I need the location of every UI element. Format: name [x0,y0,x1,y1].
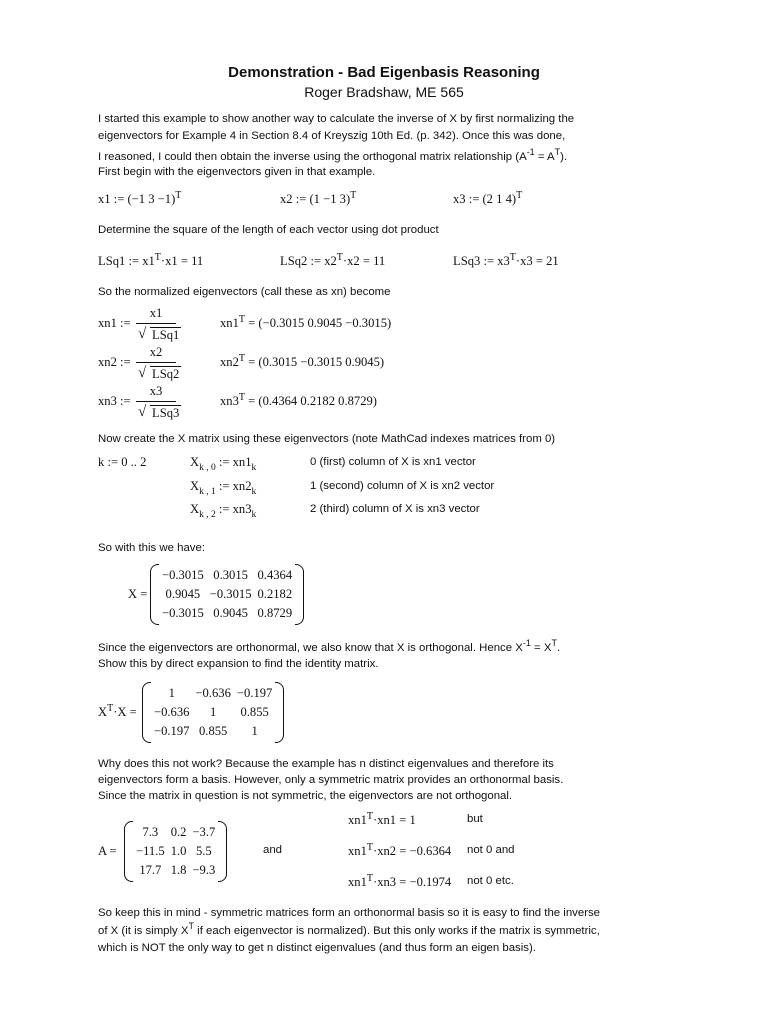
vector-x3: x3 := (2 1 4)$^T$ [453,190,523,206]
matrix-cell: −0.636 [154,705,190,719]
x-matrix-label: X = [128,587,148,601]
matrix-row [133,842,218,861]
matrix-cell: 1.8 [170,863,187,877]
check-xn1-xn2: $xn1^T\cdot xn2 = -0.6364$ [348,842,452,858]
check-note: not 0 and [467,844,515,856]
check-note: but [467,813,483,825]
matrix-cell: −0.3015 [162,606,204,620]
matrix-cell: 0.855 [240,705,269,719]
xn1-result: $xn1^T = (-0.3015$ 0.9045 −0.3015) [220,314,392,330]
matrix-cell: 0.2 [170,825,187,839]
intro-line: I reasoned, I could then obtain the inverse using the orthogonal matrix relationship $(A^{-1} = A^T)$. [98,147,568,163]
document-page: Demonstration - Bad Eigenbasis Reasoning Roger Bradshaw, ME 565 I started this example to show another way to calculate the inverse of X by first normalizing the eigenvectors for Example 4 in Section 8.4 of Kreyszig 10th Ed. (p. 342). Once this was done, I reasoned, I could then obtain the inverse using the orthogonal matrix relationship $(A^{-1} = A^T)$. First begin with the eigenvectors given in that example. x1 := (−1 3 −1)$^T$ x2 := (1 −1 3)$^T$ x3 := (2 1 4)$^T$ Determine the square of the length of each vector using dot product LSq1 := $x1^T\cdot x1 = 11$ LSq2 := $x2^T\cdot x2 = 11$ LSq3 := $x3^T\cdot x3 = 21$ So the normalized eigenvectors (call these as xn) become xn1 := x1 √ LSq1 $xn1^T = (-0.3015$ 0.9045 −0.3015) xn2 := x2 √ LSq2 $xn2^T = (0.3015 -0.3015$ 0.9045) xn3 := x3 √ LSq3 $xn3^T = (0.4364$ 0.2182 0.8729) Now create the X matrix using these eigenvectors (note MathCad indexes matrices from 0) k := 0 .. 2 $X_{k , 0}$ := $xn1_k$ 0 (first) column of X is xn1 vector $X_{k , 1}$ := $xn2_k$ 1 (second) column of X is xn2 vector $X_{k , 2}$ := $xn3_k$ 2 (third) column of X is xn3 vector So with this we have: X = −0.3015 0.3015 0.4364 0.9045 −0.3015 0.2182 −0.3015 0.9045 0.8729 Since the eigenvectors are orthonormal, we also know that X is orthogonal. Hence $X^{-1} = X^T$. Show this by direct expansion to find the identity matrix. $X^T\cdot X$ = 1 −0.636 −0.197 −0.636 1 0.855 −0.197 0.855 1 Why does this not work? Because the example has n distinct eigenvalues and therefore its eigenvectors form a basis. However, only a symmetric matrix provides an orthonormal basis. Since the matrix in question is not symmetric, the eigenvectors are not orthogonal. A = 7.3 0.2 −3.7 −11.5 1.0 5.5 17.7 1.8 −9.3 and $xn1^T\cdot xn1 = 1$ but $xn1^T\cdot xn2 = -0.6364$ not 0 and $xn1^T\cdot xn3 = -0.1974$ not 0 etc. So keep this in mind - symmetric matrices form an orthonormal basis so it is easy to find the inverse of X (it is simply $X^T$ if each eigenvector is normalized). But this only works if the matrix is symmetric, which is NOT the only way to get n distinct eigenvalues (and thus form an eigen basis). [0,0,768,1024]
check-xn1-xn3: $xn1^T\cdot xn3 = -0.1974$ [348,873,452,889]
assign-note: 0 (first) column of X is xn1 vector [310,456,476,468]
matrix-row [159,604,295,623]
x-matrix [150,564,304,625]
matrix-cell: 1 [168,686,175,700]
matrix-cell: 0.3015 [213,568,248,582]
matrix-cell: 7.3 [142,825,159,839]
xtx-matrix [142,682,284,743]
xmatrix-intro: Now create the X matrix using these eigenvectors (note MathCad indexes matrices from 0) [98,433,556,445]
matrix-cell: −0.197 [236,686,273,700]
matrix-cell: 0.8729 [257,606,293,620]
matrix-cell: 1.0 [170,844,187,858]
conclusion-line: which is NOT the only way to get n distinct eigenvalues (and thus form an eigen basis). [98,942,536,954]
matrix-cell: −11.5 [136,844,165,858]
length-lsq2: LSq2 := $x2^T\cdot x2 = 11$ [280,252,386,268]
matrix-row [159,585,295,604]
check-xn1-xn1: $xn1^T\cdot xn1 = 1$ [348,811,416,827]
matrix-cell: −0.636 [195,686,231,700]
matrix-cell: 5.5 [195,844,212,858]
assign-col1: $X_{k , 1}$ := $xn2_k$ [190,479,257,497]
conclusion-line: of X (it is simply $X^T$ if each eigenvector is normalized). But this only works if the matrix is symmetric, [98,921,600,937]
why-line: Since the matrix in question is not symmetric, the eigenvectors are not orthogonal. [98,790,513,802]
a-matrix-label: A = [98,844,117,858]
matrix-row [151,722,275,741]
assign-col0: $X_{k , 0}$ := $xn1_k$ [190,455,257,473]
matrix-cell: −3.7 [192,825,216,839]
dot-product-intro: Determine the square of the length of each vector using dot product [98,224,439,236]
intro-line: First begin with the eigenvectors given in that example. [98,166,376,178]
matrix-cell: 1 [210,705,217,719]
why-line: Why does this not work? Because the example has n distinct eigenvalues and therefore its [98,758,554,770]
length-lsq1: LSq1 := $x1^T\cdot x1 = 11$ [98,252,204,268]
matrix-cell: 1 [251,724,258,738]
matrix-row [151,703,275,722]
matrix-cell: 17.7 [139,863,162,877]
intro-line: I started this example to show another way to calculate the inverse of X by first normalizing the [98,113,575,125]
matrix-cell: 0.855 [199,724,228,738]
matrix-cell: 0.2182 [257,587,293,601]
xn2-result: $xn2^T = (0.3015 -0.3015$ 0.9045) [220,353,385,369]
conclusion-line: So keep this in mind - symmetric matrices form an orthonormal basis so it is easy to find the inverse [98,907,601,919]
matrix-cell: 0.9045 [213,606,248,620]
matrix-row [159,566,295,585]
assign-note: 2 (third) column of X is xn3 vector [310,503,480,515]
xn3-result: $xn3^T = (0.4364$ 0.2182 0.8729) [220,392,377,408]
assign-col2: $X_{k , 2}$ := $xn3_k$ [190,502,257,520]
intro-line: eigenvectors for Example 4 in Section 8.4 of Kreyszig 10th Ed. (p. 342). Once this was done, [98,130,566,142]
matrix-cell: 0.4364 [257,568,293,582]
matrix-row [151,684,275,703]
matrix-cell: −0.3015 [162,568,204,582]
why-line: eigenvectors form a basis. However, only a symmetric matrix provides an orthonormal basis. [98,774,564,786]
ortho-line: Show this by direct expansion to find the identity matrix. [98,658,379,670]
document-title: Demonstration - Bad Eigenbasis Reasoning [228,64,540,81]
matrix-cell: −0.197 [154,724,190,738]
so-with-text: So with this we have: [98,542,205,554]
assign-note: 1 (second) column of X is xn2 vector [310,480,495,492]
a-matrix [124,821,227,882]
document-author: Roger Bradshaw, ME 565 [304,84,464,100]
xn1-lhs: xn1 := [98,316,131,330]
vector-x1: x1 := (−1 3 −1)$^T$ [98,190,182,206]
and-word: and [263,844,283,856]
matrix-row [133,861,218,880]
vector-x2: x2 := (1 −1 3)$^T$ [280,190,357,206]
matrix-cell: 0.9045 [165,587,201,601]
xtx-label: $X^T\cdot X$ = [98,703,137,719]
matrix-row [133,823,218,842]
normalized-intro: So the normalized eigenvectors (call these as xn) become [98,286,391,298]
length-lsq3: LSq3 := $x3^T\cdot x3 = 21$ [453,252,559,268]
matrix-cell: −9.3 [192,863,216,877]
check-note: not 0 etc. [467,875,514,887]
matrix-cell: −0.3015 [209,587,252,601]
ortho-line: Since the eigenvectors are orthonormal, we also know that X is orthogonal. Hence $X^{-1} = X^T$. [98,638,561,654]
xn3-lhs: xn3 := [98,394,131,408]
range-k: k := 0 .. 2 [98,455,147,469]
xn2-lhs: xn2 := [98,355,131,369]
